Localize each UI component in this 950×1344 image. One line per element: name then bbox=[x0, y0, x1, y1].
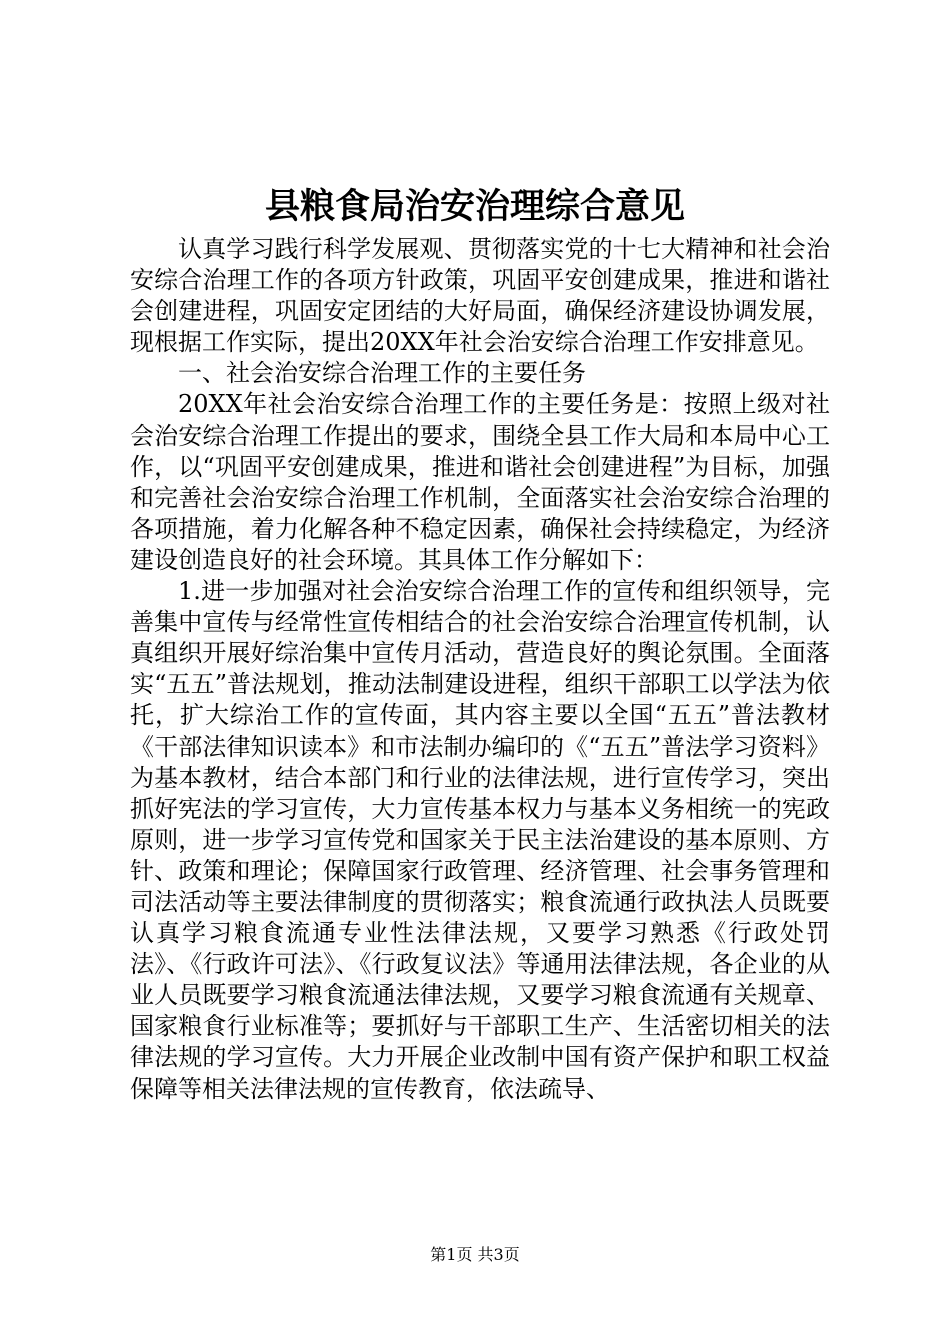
document-title: 县粮食局治安治理综合意见 bbox=[264, 186, 685, 227]
document-body bbox=[130, 234, 830, 1105]
paragraph-main-tasks: 20XX年社会治安综合治理工作的主要任务是：按照上级对社会治安综合治理工作提出的要求，围绕全县工作大局和本局中心工作，以“巩固平安创建成果，推进和谐社会创建进程”为目标，加强和完善社会治安综合治理工作机制，全面落实社会治安综合治理的各项措施，着力化解各种不稳定因素，确保社会持续稳定，为经济建设创造良好的社会环境。其具体工作分解如下： bbox=[130, 390, 830, 574]
section-heading-main-tasks: 一、社会治安综合治理工作的主要任务 bbox=[178, 359, 586, 388]
paragraph-item-1: 1.进一步加强对社会治安综合治理工作的宣传和组织领导，完善集中宣传与经常性宣传相结合的社会治安综合治理宣传机制，认真组织开展好综治集中宣传月活动，营造良好的舆论氛围。全面落实“五五”普法规划，推动法制建设进程，组织干部职工以学法为依托，扩大综治工作的宣传面，其内容主要以全国“五五”普法教材《干部法律知识读本》和市法制办编印的《“五五”普法学习资料》为基本教材，结合本部门和行业的法律法规，进行宣传学习，突出抓好宪法的学习宣传，大力宣传基本权力与基本义务相统一的宪政原则，进一步学习宣传党和国家关于民主法治建设的基本原则、方针、政策和理论；保障国家行政管理、经济管理、社会事务管理和司法活动等主要法律制度的贯彻落实；粮食流通行政执法人员既要认真学习粮食流通专业性法律法规，又要学习熟悉《行政处罚法》、《行政许可法》、《行政复议法》等通用法律法规，各企业的从业人员既要学习粮食流通法律法规，又要学习粮食流通有关规章、国家粮食行业标准等；要抓好与干部职工生产、生活密切相关的法律法规的学习宣传。大力开展企业改制中国有资产保护和职工权益保障等相关法律法规的宣传教育，依法疏导、 bbox=[130, 577, 830, 1103]
page-number-footer: 第1页 共3页 bbox=[430, 1245, 520, 1264]
paragraph-intro: 认真学习践行科学发展观、贯彻落实党的十七大精神和社会治安综合治理工作的各项方针政策，巩固平安创建成果，推进和谐社会创建进程，巩固安定团结的大好局面，确保经济建设协调发展，现根据工作实际，提出20XX年社会治安综合治理工作安排意见。 bbox=[130, 235, 830, 357]
